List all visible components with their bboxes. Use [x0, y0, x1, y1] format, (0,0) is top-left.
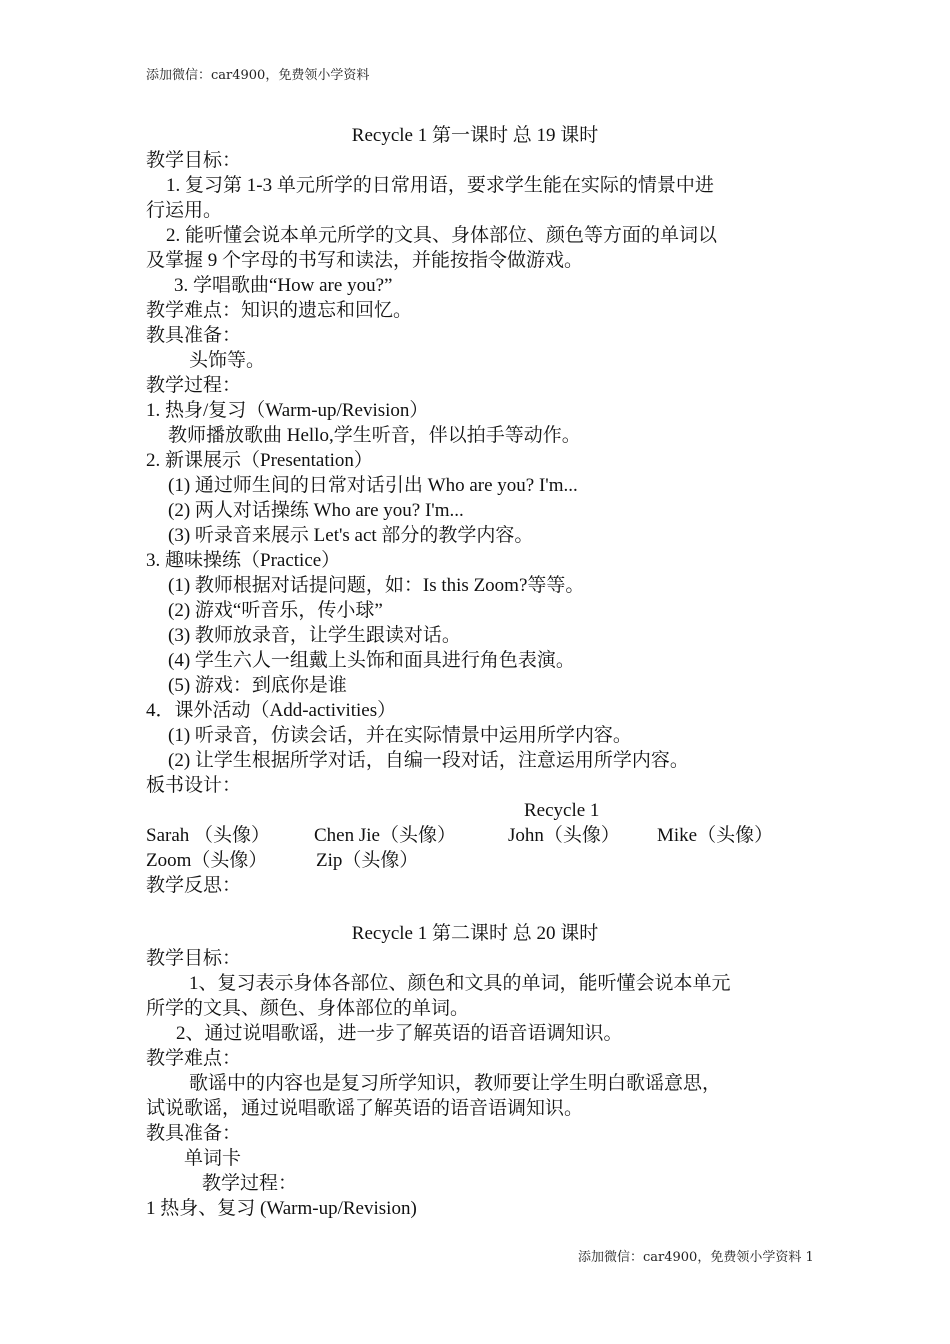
- lesson1-goal2a: 2. 能听懂会说本单元所学的文具、身体部位、颜色等方面的单词以: [166, 225, 718, 246]
- lesson1-goal1a: 1. 复习第 1-3 单元所学的日常用语，要求学生能在实际的情景中进: [166, 175, 714, 196]
- page-footer: 添加微信：car4900，免费领小学资料 1: [578, 1250, 814, 1265]
- lesson2-goals-label: 教学目标：: [146, 948, 242, 969]
- lesson1-step2c: (3) 听录音来展示 Let's act 部分的教学内容。: [168, 525, 534, 546]
- lesson1-step2: 2. 新课展示（Presentation）: [146, 450, 373, 471]
- lesson1-step4b: (2) 让学生根据所学对话，自编一段对话，注意运用所学内容。: [168, 750, 689, 771]
- lesson1-goal1b: 行运用。: [146, 200, 223, 221]
- lesson2-goal1a: 1、复习表示身体各部位、颜色和文具的单词，能听懂会说本单元: [189, 973, 731, 994]
- board-name-zip: Zip（头像）: [316, 850, 419, 871]
- board-name-chenjie: Chen Jie（头像）: [314, 825, 456, 846]
- lesson1-board-label: 板书设计：: [146, 775, 242, 796]
- lesson2-difficulty-label: 教学难点：: [146, 1048, 242, 1069]
- lesson1-step3: 3. 趣味操练（Practice）: [146, 550, 341, 571]
- board-name-mike: Mike（头像）: [657, 825, 774, 846]
- lesson2-difficulty-a: 歌谣中的内容也是复习所学知识，教师要让学生明白歌谣意思，: [189, 1073, 722, 1094]
- lesson2-goal1b: 所学的文具、颜色、身体部位的单词。: [146, 998, 470, 1019]
- board-name-zoom: Zoom（头像）: [146, 850, 268, 871]
- board-name-sarah: Sarah （头像）: [146, 825, 271, 846]
- lesson1-difficulty: 教学难点：知识的遗忘和回忆。: [146, 300, 413, 321]
- lesson1-step4a: (1) 听录音，仿读会话，并在实际情景中运用所学内容。: [168, 725, 632, 746]
- lesson1-step3b: (2) 游戏“听音乐，传小球”: [168, 600, 383, 621]
- lesson1-reflection: 教学反思：: [146, 875, 242, 896]
- lesson1-step3e: (5) 游戏：到底你是谁: [168, 675, 347, 696]
- page-header: 添加微信：car4900，免费领小学资料: [146, 68, 370, 83]
- lesson2-prep-label: 教具准备：: [146, 1123, 242, 1144]
- lesson1-prep: 头饰等。: [189, 350, 266, 371]
- lesson1-goal3: 3. 学唱歌曲“How are you?”: [174, 275, 393, 296]
- lesson1-step2a: (1) 通过师生间的日常对话引出 Who are you? I'm...: [168, 475, 578, 496]
- lesson1-step1: 1. 热身/复习（Warm-up/Revision）: [146, 400, 429, 421]
- board-name-john: John（头像）: [508, 825, 620, 846]
- lesson1-step3c: (3) 教师放录音，让学生跟读对话。: [168, 625, 461, 646]
- lesson1-goal2b: 及掌握 9 个字母的书写和读法，并能按指令做游戏。: [146, 250, 584, 271]
- lesson2-goal2: 2、通过说唱歌谣，进一步了解英语的语音语调知识。: [176, 1023, 623, 1044]
- lesson1-step4: 4．课外活动（Add-activities）: [146, 700, 397, 721]
- lesson1-step1a: 教师播放歌曲 Hello,学生听音，伴以拍手等动作。: [168, 425, 581, 446]
- lesson1-step3d: (4) 学生六人一组戴上头饰和面具进行角色表演。: [168, 650, 575, 671]
- lesson2-title: Recycle 1 第二课时 总 20 课时: [351, 923, 599, 944]
- lesson2-difficulty-b: 试说歌谣，通过说唱歌谣了解英语的语音语调知识。: [146, 1098, 584, 1119]
- lesson1-goals-label: 教学目标：: [146, 150, 242, 171]
- lesson1-step2b: (2) 两人对话操练 Who are you? I'm...: [168, 500, 464, 521]
- lesson2-process-label: 教学过程：: [202, 1173, 298, 1194]
- lesson1-step3a: (1) 教师根据对话提问题，如：Is this Zoom?等等。: [168, 575, 585, 596]
- lesson2-prep: 单词卡: [184, 1148, 242, 1169]
- board-title: Recycle 1: [524, 800, 600, 821]
- lesson1-prep-label: 教具准备：: [146, 325, 242, 346]
- lesson1-title: Recycle 1 第一课时 总 19 课时: [351, 125, 599, 146]
- board-row1: [146, 824, 773, 848]
- lesson1-process-label: 教学过程：: [146, 375, 242, 396]
- lesson2-step1: 1 热身、复习 (Warm-up/Revision): [146, 1198, 417, 1219]
- board-row2: [146, 849, 418, 873]
